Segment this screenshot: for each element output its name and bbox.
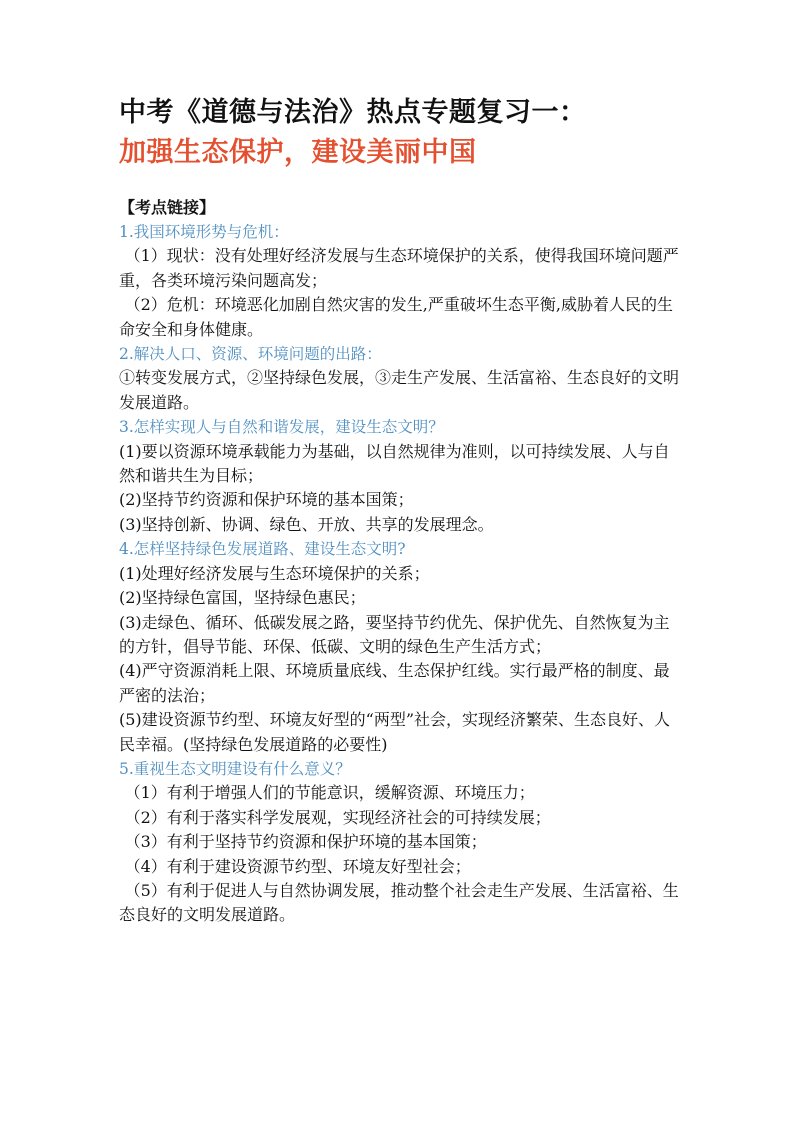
answer-2-1: ①转变发展方式，②坚持绿色发展，③走生产发展、生活富裕、生态良好的文明发展道路。 bbox=[119, 368, 680, 412]
answer-1-2: （2）危机：环境恶化加剧自然灾害的发生,严重破坏生态平衡,威胁着人民的生命安全和身体健康。 bbox=[119, 295, 673, 339]
answer-4-2: (2)坚持绿色富国，坚持绿色惠民； bbox=[119, 588, 366, 608]
document-page bbox=[119, 96, 679, 928]
answer-5-5: （5）有利于促进人与自然协调发展，推动整个社会走生产发展、生活富裕、生态良好的文明发展道路。 bbox=[119, 880, 679, 925]
answer-3-2: (2)坚持节约资源和保护环境的基本国策； bbox=[119, 490, 414, 510]
answer-5-4: （4）有利于建设资源节约型、环境友好型社会； bbox=[124, 856, 471, 876]
question-5: 5.重视生态文明建设有什么意义？ bbox=[119, 759, 351, 778]
answer-4-3: (3)走绿色、循环、低碳发展之路，要坚持节约优先、保护优先、自然恢复为主的方针，倡导节能、环保、低碳、文明的绿色生产生活方式； bbox=[119, 612, 670, 656]
title-line-1: 中考《道德与法治》热点专题复习一： bbox=[119, 97, 587, 128]
answer-4-4: (4)严守资源消耗上限、环境质量底线、生态保护红线。实行最严格的制度、最严密的法治； bbox=[119, 661, 670, 705]
answer-4-5: (5)建设资源节约型、环境友好型的“两型”社会，实现经济繁荣、生态良好、人民幸福。(坚持绿色发展道路的必要性) bbox=[119, 710, 671, 754]
answer-1-1: （1）现状：没有处理好经济发展与生态环境保护的关系，使得我国环境问题严重，各类环境污染问题高发； bbox=[119, 246, 679, 290]
question-2: 2.解决人口、资源、环境问题的出路： bbox=[119, 345, 382, 364]
answer-3-3: (3)坚持创新、协调、绿色、开放、共享的发展理念。 bbox=[119, 514, 494, 534]
section-heading: 【考点链接】 bbox=[119, 198, 216, 217]
question-3: 3.怎样实现人与自然和谐发展，建设生态文明？ bbox=[119, 418, 444, 437]
document-title bbox=[119, 96, 679, 170]
title-line-2: 加强生态保护，建设美丽中国 bbox=[119, 137, 477, 168]
answer-5-3: （3）有利于坚持节约资源和保护环境的基本国策； bbox=[124, 832, 487, 852]
answer-5-2: （2）有利于落实科学发展观，实现经济社会的可持续发展； bbox=[124, 807, 551, 827]
answer-3-1: (1)要以资源环境承载能力为基础，以自然规律为准则，以可持续发展、人与自然和谐共生为目标； bbox=[119, 441, 670, 486]
question-1: 1.我国环境形势与危机： bbox=[119, 223, 289, 241]
question-4: 4.怎样坚持绿色发展道路、建设生态文明? bbox=[119, 540, 406, 559]
answer-4-1: (1)处理好经济发展与生态环境保护的关系； bbox=[119, 563, 430, 583]
answer-5-1: （1）有利于增强人们的节能意识，缓解资源、环境压力； bbox=[124, 783, 535, 803]
